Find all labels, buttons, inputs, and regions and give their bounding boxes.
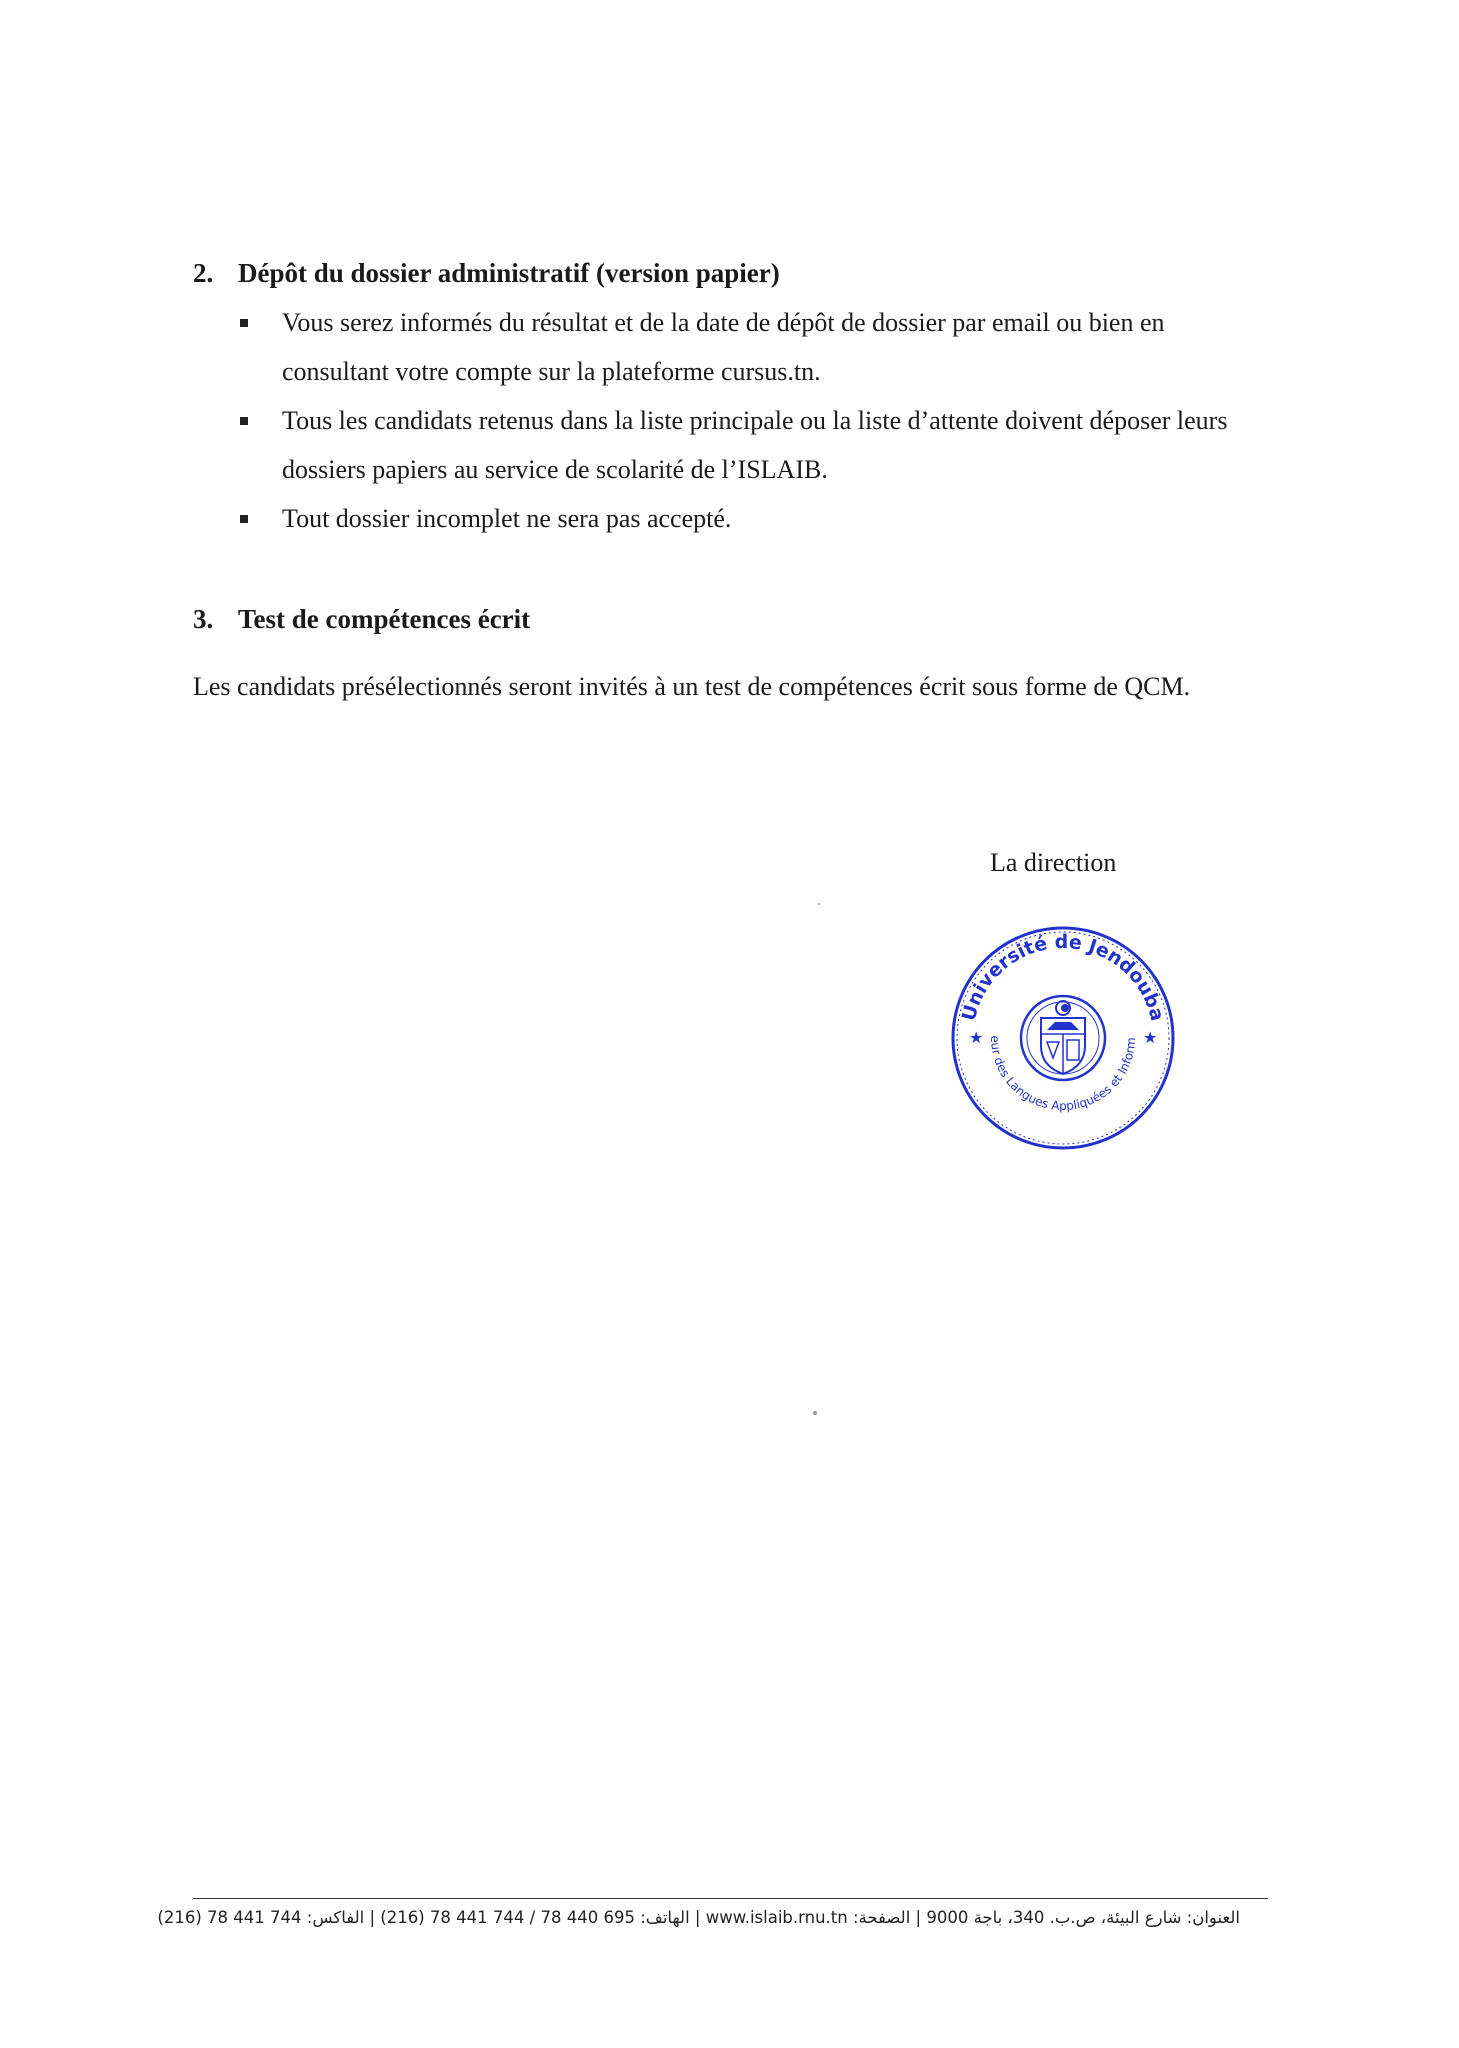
bullet-item xyxy=(240,494,1270,543)
svg-text:★: ★ xyxy=(1143,1028,1158,1047)
signature-label: La direction xyxy=(990,848,1117,877)
scan-speck xyxy=(813,1411,817,1415)
university-seal-icon xyxy=(943,918,1183,1158)
bullet-item xyxy=(240,396,1270,494)
footer-contact-info: العنوان: شارع البيئة، ص.ب. 340، باجة 9000 | الصفحة: www.islaib.rnu.tn | الهاتف: 695 440 78 / 744 441 78 (216) | الفاكس: 744 441 78 (216) xyxy=(157,1908,1240,1927)
section-3-title: Test de compétences écrit xyxy=(238,604,531,634)
section-2-title: Dépôt du dossier administratif (version papier) xyxy=(238,258,780,288)
section-3-heading xyxy=(193,604,530,635)
stamp-institute-text: eur des Langues Appliquées et Inform xyxy=(987,1035,1139,1114)
section-2-bullet-list xyxy=(240,298,1270,543)
bullet-item xyxy=(240,298,1270,396)
svg-text:★: ★ xyxy=(969,1028,984,1047)
section-3-paragraph: Les candidats présélectionnés seront invités à un test de compétences écrit sous forme de QCM. xyxy=(193,672,1191,701)
square-bullet-icon xyxy=(240,319,248,327)
footer-divider xyxy=(193,1898,1268,1899)
section-2-heading xyxy=(193,258,780,289)
bullet-text: Tous les candidats retenus dans la liste principale ou la liste d’attente doivent déposer leurs dossiers papiers au service de scolarité de l’ISLAIB. xyxy=(282,406,1228,484)
bullet-text: Tout dossier incomplet ne sera pas accepté. xyxy=(282,504,732,533)
stamp-university-text: Université de Jendouba xyxy=(957,930,1169,1024)
section-3-number: 3. xyxy=(193,604,214,634)
square-bullet-icon xyxy=(240,417,248,425)
section-2-number: 2. xyxy=(193,258,214,288)
bullet-text: Vous serez informés du résultat et de la date de dépôt de dossier par email ou bien en consultant votre compte sur la plateforme cursus.tn. xyxy=(282,308,1165,386)
scan-speck xyxy=(818,903,820,905)
square-bullet-icon xyxy=(240,515,248,523)
official-stamp xyxy=(943,918,1183,1158)
